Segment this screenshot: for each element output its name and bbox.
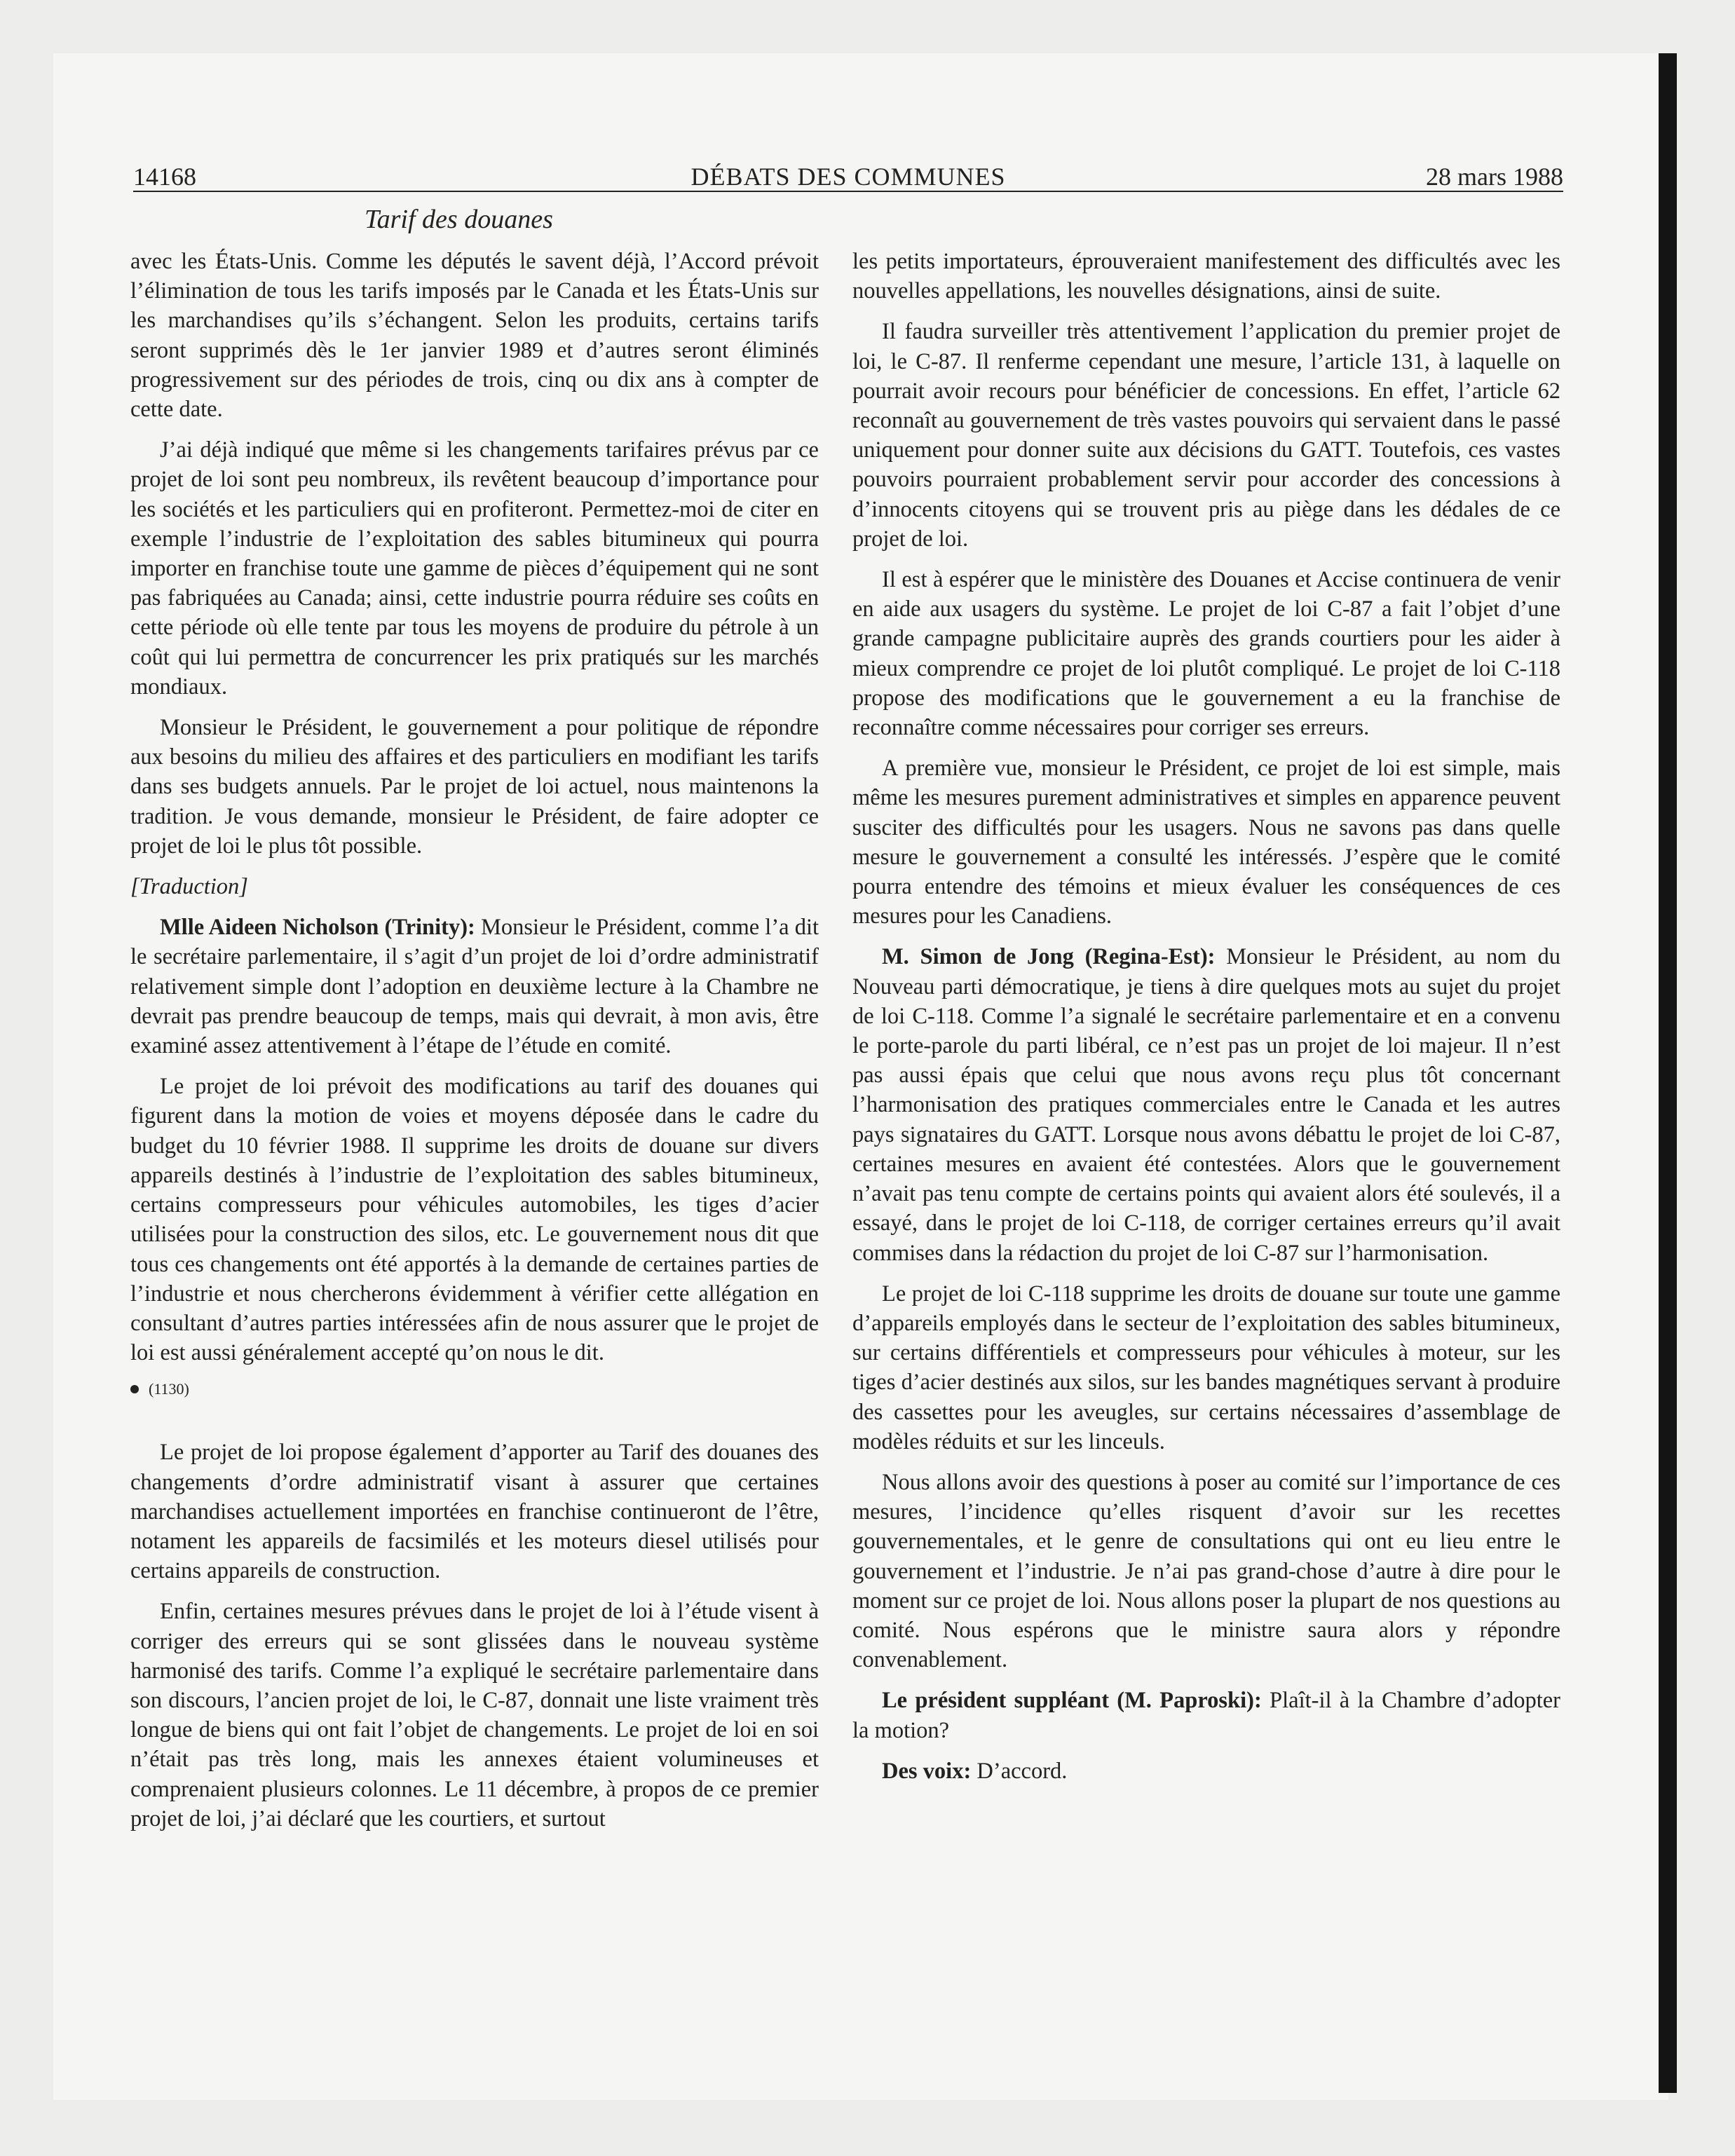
page-number: 14168: [133, 163, 196, 191]
paragraph: les petits importateurs, éprouveraient manifestement des difficultés avec les nouvelles appellations, les nouvelles désignations, ainsi de suite.: [852, 249, 1560, 304]
bullet-icon: [130, 1385, 139, 1393]
left-column: [130, 247, 819, 1845]
speech-paragraph: [852, 942, 1560, 1267]
speech-paragraph: [130, 913, 819, 1060]
paragraph: Monsieur le Président, le gouvernement a pour politique de répondre aux besoins du milieu des affaires et des particuliers en modifiant les tarifs dans ses budgets annuels. Par le projet de loi actuel, nous maintenons la tradition. Je vous demande, monsieur le Président, de faire adopter ce projet de loi le plus tôt possible.: [130, 715, 819, 859]
paragraph: A première vue, monsieur le Président, ce projet de loi est simple, mais même les mesures purement administratives et simples en apparence peuvent susciter des difficultés pour les usagers. Nous ne savons pas dans quelle mesure le gouvernement a consulté les intéressés. J’espère que le comité pourra entendre des témoins et mieux évaluer les conséquences de ces mesures pour les Canadiens.: [852, 756, 1560, 929]
speech-paragraph: [852, 1686, 1560, 1745]
time-marker-text: (1130): [149, 1380, 189, 1398]
right-column: [852, 247, 1560, 1797]
speech-text: Monsieur le Président, comme l’a dit le secrétaire parlementaire, il s’agit d’un projet de loi d’ordre administratif relativement simple dont l’adoption en deuxième lecture à la Chambre ne devrait pas prendre beaucoup de temps, mais qui devrait, à mon avis, être examiné assez attentivement à l’étape de l’étude en comité.: [130, 915, 819, 1059]
subject-heading: Tarif des douanes: [365, 205, 553, 234]
speaker-name: Des voix:: [882, 1758, 972, 1784]
paragraph: Le projet de loi prévoit des modifications au tarif des douanes qui figurent dans la motion de voies et moyens déposée dans le cadre du budget du 10 février 1988. Il supprime les droits de douane sur divers appareils destinés à l’industrie de l’exploitation des sables bitumineux, certains compresseurs pour véhicules automobiles, les tiges d’acier utilisées pour la construction des silos, etc. Le gouvernement nous dit que tous ces changements ont été apportés à la demande de certaines parties de l’industrie et nous chercherons évidemment à vérifier cette allégation en consultant d’autres parties intéressées afin de nous assurer que le projet de loi est aussi généralement accepté qu’on nous le dit.: [130, 1074, 819, 1366]
translation-tag: [Traduction]: [130, 874, 248, 900]
speech-text: D’accord.: [977, 1758, 1068, 1784]
paragraph: Nous allons avoir des questions à poser au comité sur l’importance de ces mesures, l’incidence qu’elles risquent d’avoir sur les recettes gouvernementales, et le genre de consultations qui ont eu lieu entre le gouvernement et l’industrie. Je n’ai pas grand-chose d’autre à dire pour le moment sur ce projet de loi. Nous allons poser la plupart de nos questions au comité. Nous espérons que le ministre saura alors y répondre convenablement.: [852, 1469, 1560, 1673]
speech-text: Plaît-il à la Chambre d’adopter la motion?: [852, 1688, 1560, 1743]
speaker-name: M. Simon de Jong (Regina-Est):: [882, 944, 1216, 970]
scan-edge-bar: [1659, 53, 1677, 2093]
running-header: [133, 158, 1563, 195]
paragraph: J’ai déjà indiqué que même si les changements tarifaires prévus par ce projet de loi sont peu nombreux, ils revêtent beaucoup d’importance pour les sociétés et les particuliers qui en profiteront. Permettez-moi de citer en exemple l’industrie de l’exploitation des sables bitumineux qui pourra importer en franchise toute une gamme de pièces d’équipement qui ne sont pas fabriquées au Canada; ainsi, cette industrie pourra réduire ses coûts en cette période où elle tente par tous les moyens de produire du pétrole à un coût qui lui permettra de concurrencer les prix pratiqués sur les marchés mondiaux.: [130, 437, 819, 700]
speech-text: Monsieur le Président, au nom du Nouveau parti démocratique, je tiens à dire quelques mots au sujet du projet de loi C-118. Comme l’a signalé le secrétaire parlementaire et en a convenu le porte-parole du parti libéral, ce n’est pas un projet de loi majeur. Il n’est pas aussi épais que celui que nous avons reçu plus tôt concernant l’harmonisation des pratiques commerciales entre le Canada et les autres pays signataires du GATT. Lorsque nous avons débattu le projet de loi C-87, certaines mesures en avaient été contestées. Alors que le gouvernement n’avait pas tenu compte de certains points qui avaient alors été soulevés, il a essayé, dans le projet de loi C-118, de corriger certaines erreurs qu’il avait commises dans la rédaction du projet de loi C-87 sur l’harmonisation.: [852, 944, 1561, 1266]
publication-date: 28 mars 1988: [1426, 163, 1563, 191]
speaker-name: Mlle Aideen Nicholson (Trinity):: [160, 915, 475, 941]
header-rule: [133, 191, 1563, 192]
publication-title: DÉBATS DES COMMUNES: [690, 163, 1006, 191]
speaker-name: Le président suppléant (M. Paproski):: [882, 1688, 1262, 1714]
paragraph: Il faudra surveiller très attentivement l’application du premier projet de loi, le C-87. Il renferme cependant une mesure, l’article 131, à laquelle on pourrait avoir recours pour bénéficier de concessions. En effet, l’article 62 reconnaît au gouvernement de très vastes pouvoirs qui servaient dans le passé uniquement pour donner suite aux décisions du GATT. Toutefois, ces vastes pouvoirs pourraient probablement servir pour accorder des concessions à d’innocents citoyens qui se trouvent pris au piège dans les dédales de ce projet de loi.: [852, 319, 1560, 552]
paragraph: Enfin, certaines mesures prévues dans le projet de loi à l’étude visent à corriger des erreurs qui se sont glissées dans le nouveau système harmonisé des tarifs. Comme l’a expliqué le secrétaire parlementaire dans son discours, l’ancien projet de loi, le C-87, donnait une liste vraiment très longue de biens qui ont fait l’objet de changements. Le projet de loi en soi n’était pas très long, mais les annexes étaient volumineuses et comprenaient plusieurs colonnes. Le 11 décembre, à propos de ce premier projet de loi, j’ai déclaré que les courtiers, et surtout: [130, 1599, 819, 1831]
paragraph: Le projet de loi propose également d’apporter au Tarif des douanes des changements d’ordre administratif visant à assurer que certaines marchandises actuellement importées en franchise continueront de l’être, notament les appareils de facsimilés et les moteurs diesel utilisés pour certains appareils de construction.: [130, 1440, 819, 1584]
paragraph: Le projet de loi C-118 supprime les droits de douane sur toute une gamme d’appareils employés dans le secteur de l’exploitation des sables bitumineux, sur certains différentiels et compresseurs pour véhicules à moteur, sur les tiges d’acier destinés aux silos, sur les bandes magnétiques servant à produire des cassettes pour les aveugles, sur certains nécessaires d’assemblage de modèles réduits et sur les linceuls.: [852, 1281, 1560, 1454]
speech-paragraph: [852, 1756, 1560, 1786]
paragraph: Il est à espérer que le ministère des Douanes et Accise continuera de venir en aide aux usagers du système. Le projet de loi C-87 a fait l’objet d’une grande campagne publicitaire auprès des grands courtiers pour les aider à mieux comprendre ce projet de loi plutôt compliqué. Le projet de loi C-118 propose des modifications que le gouvernement a eu la franchise de reconnaître comme nécessaires pour corriger ses erreurs.: [852, 567, 1560, 741]
paragraph: avec les États-Unis. Comme les députés le savent déjà, l’Accord prévoit l’élimination de tous les tarifs imposés par le Canada et les États-Unis sur les marchandises qu’ils s’échangent. Selon les produits, certains tarifs seront supprimés dès le 1er janvier 1989 et d’autres seront éliminés progressivement sur des périodes de trois, cinq ou dix ans à compter de cette date.: [130, 249, 819, 423]
time-marker: [130, 1379, 819, 1400]
